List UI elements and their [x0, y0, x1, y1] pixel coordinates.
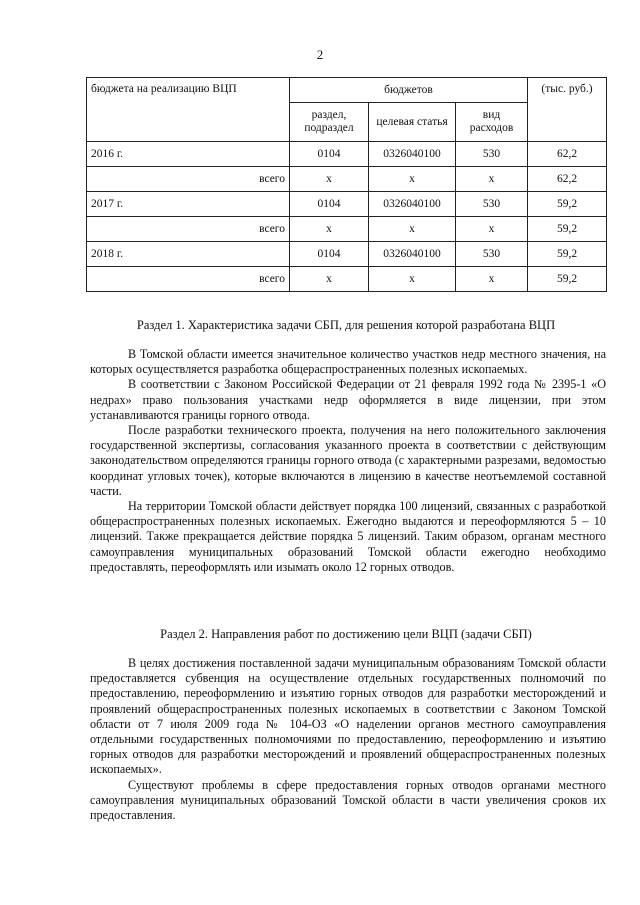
section1-paragraph: После разработки технического проекта, получения на него положительного заключения государственной экспертизы, согласования указанного проекта в соответствии с действующим законодательством определяются границы горного отвода (с характерными разрезами, ведомостью координат угловых точек), которые включаются в лицензию в качестве неотъемлемой составной части.	[90, 423, 606, 498]
budget-table	[86, 77, 607, 292]
row-expense-type: 530	[456, 192, 528, 217]
header-budget-label: бюджета на реализацию ВЦП	[87, 78, 290, 142]
row-expense-type: х	[456, 167, 528, 192]
row-section: х	[290, 267, 369, 292]
section2-paragraph: В целях достижения поставленной задачи муниципальным образованиям Томской области предоставляется субвенция на осуществление отдельных государственных полномочий по предоставлению, переоформлению и изъятию горных отводов для разработки месторождений и проявлений общераспространенных полезных ископаемых в соответствии с Законом Томской области от 7 июля 2009 года № 104-ОЗ «О наделении органов местного самоуправления отдельными государственных полномочиями по предоставлению, переоформлению и изъятию горных отводов для разработки месторождений и проявлений общераспространенных полезных ископаемых».	[90, 656, 606, 777]
row-target-article: х	[369, 167, 456, 192]
row-amount: 59,2	[528, 242, 607, 267]
section1-paragraph: На территории Томской области действует порядка 100 лицензий, связанных с разработкой общераспространенных полезных ископаемых. Ежегодно выдаются и переоформляются 5 – 10 лицензий. Также прекращается действие порядка 5 лицензий. Таким образом, органам местного самоуправления муниципальных образований Томской области ежегодно необходимо предоставлять, переоформлять или изымать около 12 горных отводов.	[90, 499, 606, 574]
row-amount: 59,2	[528, 267, 607, 292]
row-target-article: 0326040100	[369, 142, 456, 167]
row-amount: 59,2	[528, 192, 607, 217]
header-budgets-group: бюджетов	[290, 78, 528, 103]
section1-paragraph: В соответствии с Законом Российской Федерации от 21 февраля 1992 года № 2395-1 «О недрах» право пользования участками недр оформляется в виде лицензии, при этом устанавливаются границы горного отвода.	[90, 377, 606, 422]
header-units: (тыс. руб.)	[528, 78, 607, 142]
header-section: раздел, подраздел	[290, 103, 369, 142]
row-amount: 62,2	[528, 167, 607, 192]
row-expense-type: х	[456, 217, 528, 242]
section1-paragraph: В Томской области имеется значительное количество участков недр местного значения, на которых осуществляется разработка общераспространенных полезных ископаемых.	[90, 347, 606, 377]
row-label: 2017 г.	[87, 192, 290, 217]
row-label: всего	[87, 217, 290, 242]
row-section: 0104	[290, 192, 369, 217]
row-target-article: 0326040100	[369, 192, 456, 217]
budget-rows	[87, 142, 607, 292]
row-label: всего	[87, 167, 290, 192]
section1-title: Раздел 1. Характеристика задачи СБП, для решения которой разработана ВЦП	[136, 318, 556, 332]
table-year-row	[87, 242, 607, 267]
row-target-article: 0326040100	[369, 242, 456, 267]
section2-title: Раздел 2. Направления работ по достижению цели ВЦП (задачи СБП)	[160, 627, 532, 641]
row-label: 2016 г.	[87, 142, 290, 167]
row-section: х	[290, 167, 369, 192]
table-total-row	[87, 267, 607, 292]
section1-body	[90, 347, 606, 575]
table-year-row	[87, 142, 607, 167]
row-expense-type: 530	[456, 242, 528, 267]
table-total-row	[87, 167, 607, 192]
row-amount: 59,2	[528, 217, 607, 242]
section2-body	[90, 656, 606, 823]
table-total-row	[87, 217, 607, 242]
row-expense-type: 530	[456, 142, 528, 167]
table-year-row	[87, 192, 607, 217]
header-target-article: целевая статья	[369, 103, 456, 142]
row-section: х	[290, 217, 369, 242]
page-number: 2	[316, 47, 324, 62]
row-target-article: х	[369, 217, 456, 242]
section2-paragraph: Существуют проблемы в сфере предоставления горных отводов органами местного самоуправления муниципальных образований Томской области в части увеличения сроков их предоставления.	[90, 777, 606, 823]
table-header-row	[87, 78, 607, 103]
row-section: 0104	[290, 242, 369, 267]
header-expense-type: вид расходов	[456, 103, 528, 142]
row-label: 2018 г.	[87, 242, 290, 267]
row-amount: 62,2	[528, 142, 607, 167]
row-label: всего	[87, 267, 290, 292]
row-target-article: х	[369, 267, 456, 292]
row-section: 0104	[290, 142, 369, 167]
row-expense-type: х	[456, 267, 528, 292]
